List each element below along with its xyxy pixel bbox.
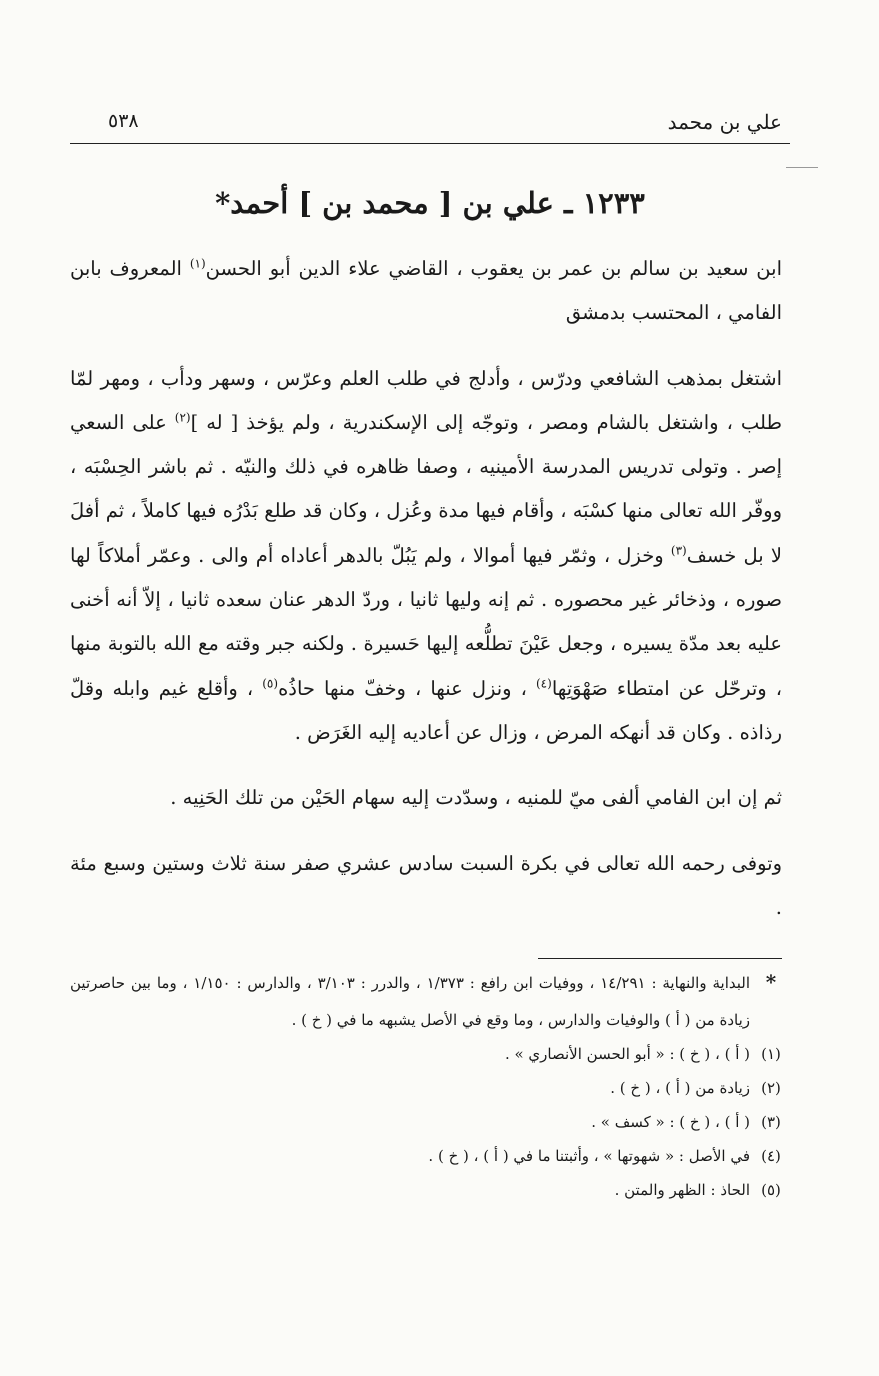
paragraph-death-date: وتوفى رحمه الله تعالى في بكرة السبت سادس عشري صفر سنة ثلاث وستين وسبع مئة .: [70, 851, 782, 919]
margin-mark: [786, 167, 818, 168]
footnote-item: [70, 1139, 792, 1173]
paragraph-biography: اشتغل بمذهب الشافعي ودرّس ، وأدلج في طلب العلم وعرّس ، وسهر ودأب ، ومهر لمّا طلب ، واشتغل بالشام ومصر ، وتوجّه إلى الإسكندرية ، ولم يؤخذ [ له ]$^{(٢)}$ على السعي إصر . وتولى تدريس المدرسة الأمينيه ، وصفا ظاهره في ذلك والنيّه . ثم باشر الحِسْبَه ، ووفّر الله تعالى منها كسْبَه ، وأقام فيها مدة وعُزل ، وكان قد طلع بَدْرُه فيها كاملاً ، ثم أفلَ لا بل خسف$^{(٣)}$ وخزل ، وثمّر فيها أموالا ، ولم يَبُلّ بالدهر أعاداه أم والى . وعمّر أملاكاً لها صوره ، وذخائر غير محصوره . ثم إنه وليها ثانيا ، وردّ الدهر عنان سعده ثانيا ، إلاّ أنه أخنى عليه بعد مدّة يسيره ، وجعل عَيْنَ تطلُّعه إليها حَسيرة . ولكنه جبر وقته مع الله بالتوبة منها ، وترحّل عن امتطاء صَهْوَتِها$^{(٤)}$ ، ونزل عنها ، وخفّ منها حاذُه$^{(٥)}$ ، وأقلع غيم وابله وقلّ رذاذه . وكان قد أنهكه المرض ، وزال عن أعاديه إليه الغَرَض .: [70, 366, 783, 744]
footnote-text: ( أ ) ، ( خ ) : « كسف » .: [591, 1113, 750, 1131]
footnote-marker: (٣): [761, 1113, 781, 1131]
footnote-text: البداية والنهاية : ١٤/٢٩١ ، ووفيات ابن رافع : ١/٣٧٣ ، والدرر : ٣/١٠٣ ، والدارس : ١/١٥٠ ، وما بين حاصرتين زيادة من ( أ ) والوفيات والدارس ، وما وقع في الأصل يشبهه ما في ( خ ) .: [70, 974, 750, 1029]
entry-title: ١٢٣٣ ـ علي بن [ محمد بن ] أحمد*: [215, 186, 645, 220]
footnote-ref-3: (٣): [670, 543, 687, 558]
footnote-marker: (٢): [761, 1079, 781, 1097]
footnote-text: زيادة من ( أ ) ، ( خ ) .: [610, 1079, 750, 1097]
paragraph-lineage: ابن سعيد بن سالم بن عمر بن يعقوب ، القاضي علاء الدين أبو الحسن$^{(١)}$ المعروف بابن الفامي ، المحتسب بدمشق: [70, 256, 782, 325]
footnote-marker: (٥): [761, 1181, 781, 1199]
footnote-text: الحاذ : الظهر والمتن .: [614, 1181, 750, 1199]
running-title: علي بن محمد: [667, 110, 782, 134]
footnote-ref-5: (٥): [262, 676, 279, 691]
header-rule: [70, 143, 790, 144]
footnote-ref-1: (١): [189, 256, 206, 271]
footnote-ref-4: (٤): [535, 676, 552, 691]
entry-body: [70, 247, 782, 930]
footnote-text: في الأصل : « شهوتها » ، وأثبتنا ما في ( أ ) ، ( خ ) .: [428, 1147, 750, 1165]
footnote-item: [70, 965, 792, 1037]
page-header: [70, 108, 790, 138]
footnote-item: [70, 1105, 792, 1139]
footnote-text: ( أ ) ، ( خ ) : « أبو الحسن الأنصاري » .: [504, 1045, 750, 1063]
footnote-marker: (٤): [761, 1147, 781, 1165]
footnote-marker: *: [765, 970, 777, 994]
footnote-item: [70, 1037, 792, 1071]
page-number: ٥٣٨: [108, 110, 139, 132]
footnote-ref-2: (٢): [174, 410, 191, 425]
footnote-marker: (١): [761, 1045, 781, 1063]
footnotes: [70, 965, 792, 1207]
paragraph-death-verse: ثم إن ابن الفامي ألفى ميّ للمنيه ، وسدّدت إليه سهام الحَيْن من تلك الحَنِيه .: [170, 786, 782, 810]
footnote-item: [70, 1071, 792, 1105]
footnote-rule: [538, 958, 782, 959]
footnote-item: [70, 1173, 792, 1207]
